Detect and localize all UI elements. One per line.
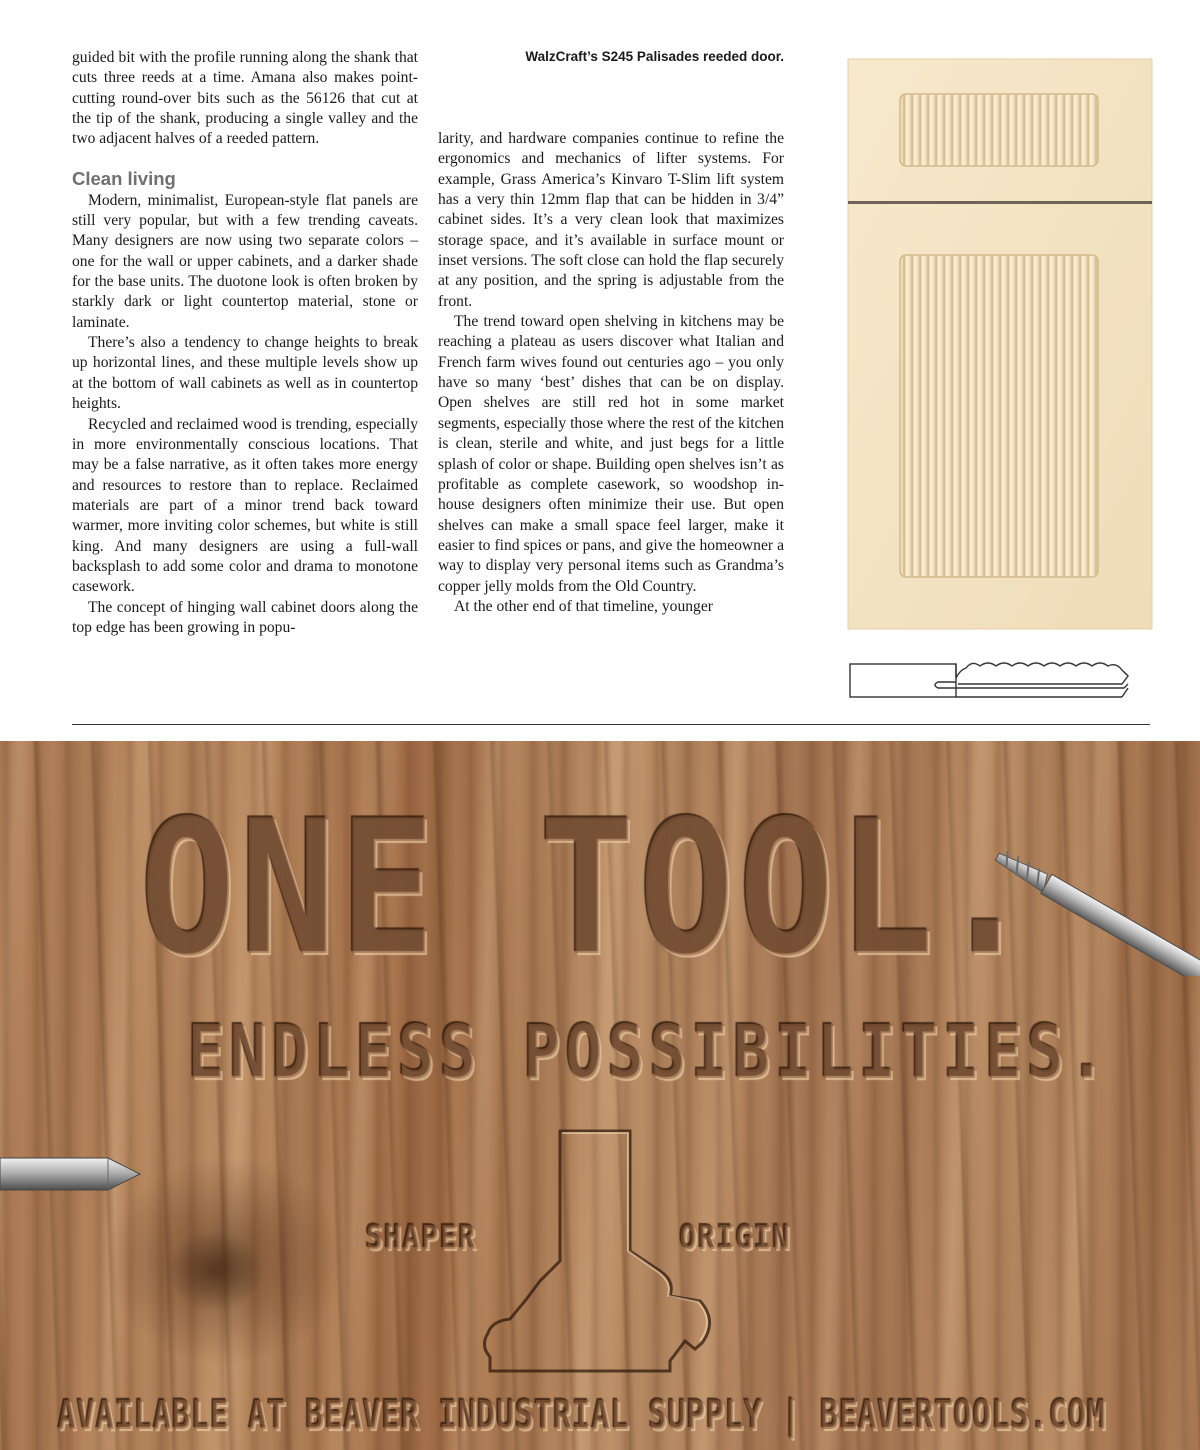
paragraph: At the other end of that timeline, younger <box>454 597 713 615</box>
section-divider <box>72 724 1150 725</box>
paragraph: larity, and hardware companies continue to refine the ergonomics and mechanics of lifter systems. For example, Grass America’s Kinvaro T-Slim lift system has a very thin 12mm flap that can be hidden in 3/4” cabinet sides. It’s a very clean look that maximizes storage space, and it’s available in surface mount or inset versions. The soft close can hold the flap securely at any position, and the spring is adjustable from the front. <box>438 130 784 310</box>
paragraph: guided bit with the profile running along the shank that cuts three reeds at a time. Amana also makes point-cutting round-over bits such as the 56126 that cut at the tip of the shank, producing a single valley and the two adjacent halves of a reeded pattern. <box>72 49 418 148</box>
paragraph: There’s also a tendency to change heights to break up horizontal lines, and these multiple levels show up at the bottom of wall cabinets as well as in countertop heights. <box>72 334 418 413</box>
shaper-origin-advertisement <box>0 741 1200 1450</box>
photo-caption: WalzCraft’s S245 Palisades reeded door. <box>525 49 784 64</box>
reed-profile-drawing <box>848 658 1134 700</box>
article-column-left <box>72 48 418 638</box>
ad-footer-availability: AVAILABLE AT BEAVER INDUSTRIAL SUPPLY | BEAVERTOOLS.COM <box>58 1393 1107 1439</box>
paragraph: Recycled and reclaimed wood is trending, especially in more environmentally conscious locations. That may be a false narrative, as it often takes more energy and resources to restore than to replace. Reclaimed materials are part of a minor trend back toward warmer, more inviting color schemes, but white is still king. And many designers are using a full-wall backsplash to add some color and drama to monotone casework. <box>72 415 418 596</box>
ad-headline: ONE TOOL. <box>140 780 1038 997</box>
v-groove-bit-icon <box>0 1146 150 1206</box>
paragraph: The concept of hinging wall cabinet doors along the top edge has been growing in popu- <box>72 598 418 636</box>
reeded-door-image <box>847 58 1153 630</box>
ad-subhead: ENDLESS POSSIBILITIES. <box>188 1010 1112 1096</box>
ad-brand-shaper: SHAPER <box>366 1218 478 1257</box>
paragraph: The trend toward open shelving in kitchens may be reaching a plateau as users discover what Italian and French farm wives found out centuries ago – you only have so many ‘best’ dishes that can be on display. Open shelves are still red hot in some market segments, especially those where the rest of the kitchen is clean, sterile and white, and just begs for a little splash of color or shape. Building open shelves isn’t as profitable as complete casework, so woodshop in-house designers often minimize their use. But open shelves can make a small space feel larger, make it easier to find spices or pans, and give the homeowner a way to display very personal items such as Grandma’s copper jelly molds from the Old Country. <box>438 313 784 595</box>
ad-brand-origin: ORIGIN <box>680 1218 792 1257</box>
article-column-middle <box>438 129 784 617</box>
section-subhead: Clean living <box>72 167 176 189</box>
paragraph: Modern, minimalist, European-style flat panels are still very popular, but with a few trending caveats. Many designers are now using two separate colors – one for the wall or upper cabinets, and a darker shade for the base units. The duotone look is often broken by starkly dark or light countertop material, stone or laminate. <box>72 191 418 331</box>
